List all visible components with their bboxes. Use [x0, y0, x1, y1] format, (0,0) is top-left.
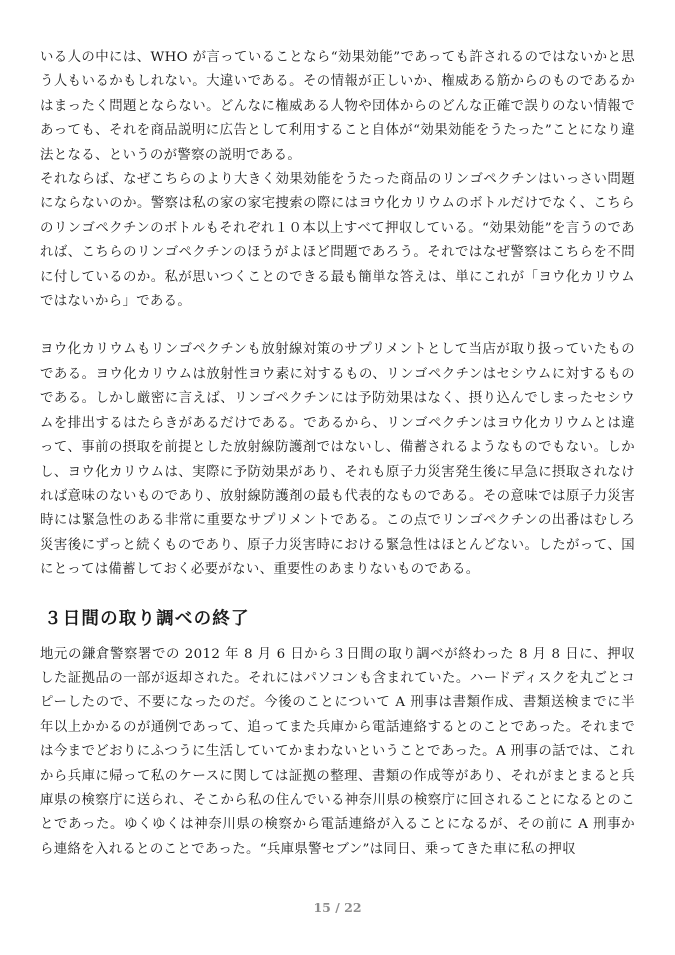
paragraph-interrogation-end: 地元の鎌倉警察署での 2012 年 8 月 6 日から３日間の取り調べが終わった 8 月 8 日に、押収した証拠品の一部が返却された。それにはパソコンも含まれていた。ハードディスクを丸ごとコピーしたので、不要になったのだ。今後のことについて A 刑事は書類作成、書類送検までに半年以上かかるのが通例であって、追ってまた兵庫から電話連絡するとのことであった。それまでは今までどおりにふつうに生活していてかまわないということであった。A 刑事の話では、これから兵庫に帰って私のケースに関しては証拠の整理、書類の作成等があり、それがまとまると兵庫県の検察庁に送られ、そこから私の住んでいる神奈川県の検察庁に回されることになるとのことであった。ゆくゆくは神奈川県の検察から電話連絡が入ることになるが、その前に A 刑事から連絡を入れるとのことであった。“兵庫県警セブン”は同日、乗ってきた車に私の押収 — [40, 646, 635, 857]
paragraph-potassium-iodide-vs-pectin: ヨウ化カリウムもリンゴペクチンも放射線対策のサプリメントとして当店が取り扱っていたものである。ヨウ化カリウムは放射性ヨウ素に対するもの、リンゴペクチンはセシウムに対するものである。しかし厳密に言えば、リンゴペクチンには予防効果はなく、摂り込んでしまったセシウムを排出するはたらきがあるだけである。であるから、リンゴペクチンはヨウ化カリウムとは違って、事前の摂取を前提とした放射線防護剤ではないし、備蓄されるようなものでもない。しかし、ヨウ化カリウムは、実際に予防効果があり、それも原子力災害発生後に早急に摂取されなければ意味のないものであり、放射線防護剤の最も代表的なものである。その意味では原子力災害時には緊急性のある非常に重要なサプリメントである。この点でリンゴペクチンの出番はむしろ災害後にずっと続くものであり、原子力災害時における緊急性はほとんどない。したがって、国にとっては備蓄しておく必要がない、重要性のあまりないものである。 — [40, 342, 635, 578]
page-number: 15 / 22 — [313, 900, 362, 915]
section-heading: ３日間の取り調べの終了 — [44, 608, 250, 629]
paragraph-spacer — [40, 314, 635, 338]
paragraph-apple-pectin-question: それならば、なぜこちらのより大きく効果効能をうたった商品のリンゴペクチンはいっさい問題にならないのか。警察は私の家の家宅捜索の際にはヨウ化カリウムのボトルだけでなく、こちらのリンゴペクチンのボトルもそれぞれ１０本以上すべて押収している。“効果効能”を言うのであれば、こちらのリンゴペクチンのほうがよほど問題であろう。それではなぜ警察はこちらを不問に付しているのか。私が思いつくことのできる最も簡単な答えは、単にこれが「ヨウ化カリウムではないから」である。 — [40, 172, 635, 310]
section-spacer — [40, 583, 635, 605]
paragraph-who-effect-claims: いる人の中には、WHO が言っていることなら“効果効能”であっても許されるのではないかと思う人もいるかもしれない。大違いである。その情報が正しいか、権威ある筋からのものであるかはまったく問題とならない。どんなに権威ある人物や団体からのどんな正確で誤りのない情報であっても、それを商品説明に広告として利用すること自体が“効果効能をうたった”ことになり違法となる、というのが警察の説明である。 — [40, 50, 635, 163]
heading-spacer — [40, 633, 635, 643]
document-page — [40, 46, 635, 862]
